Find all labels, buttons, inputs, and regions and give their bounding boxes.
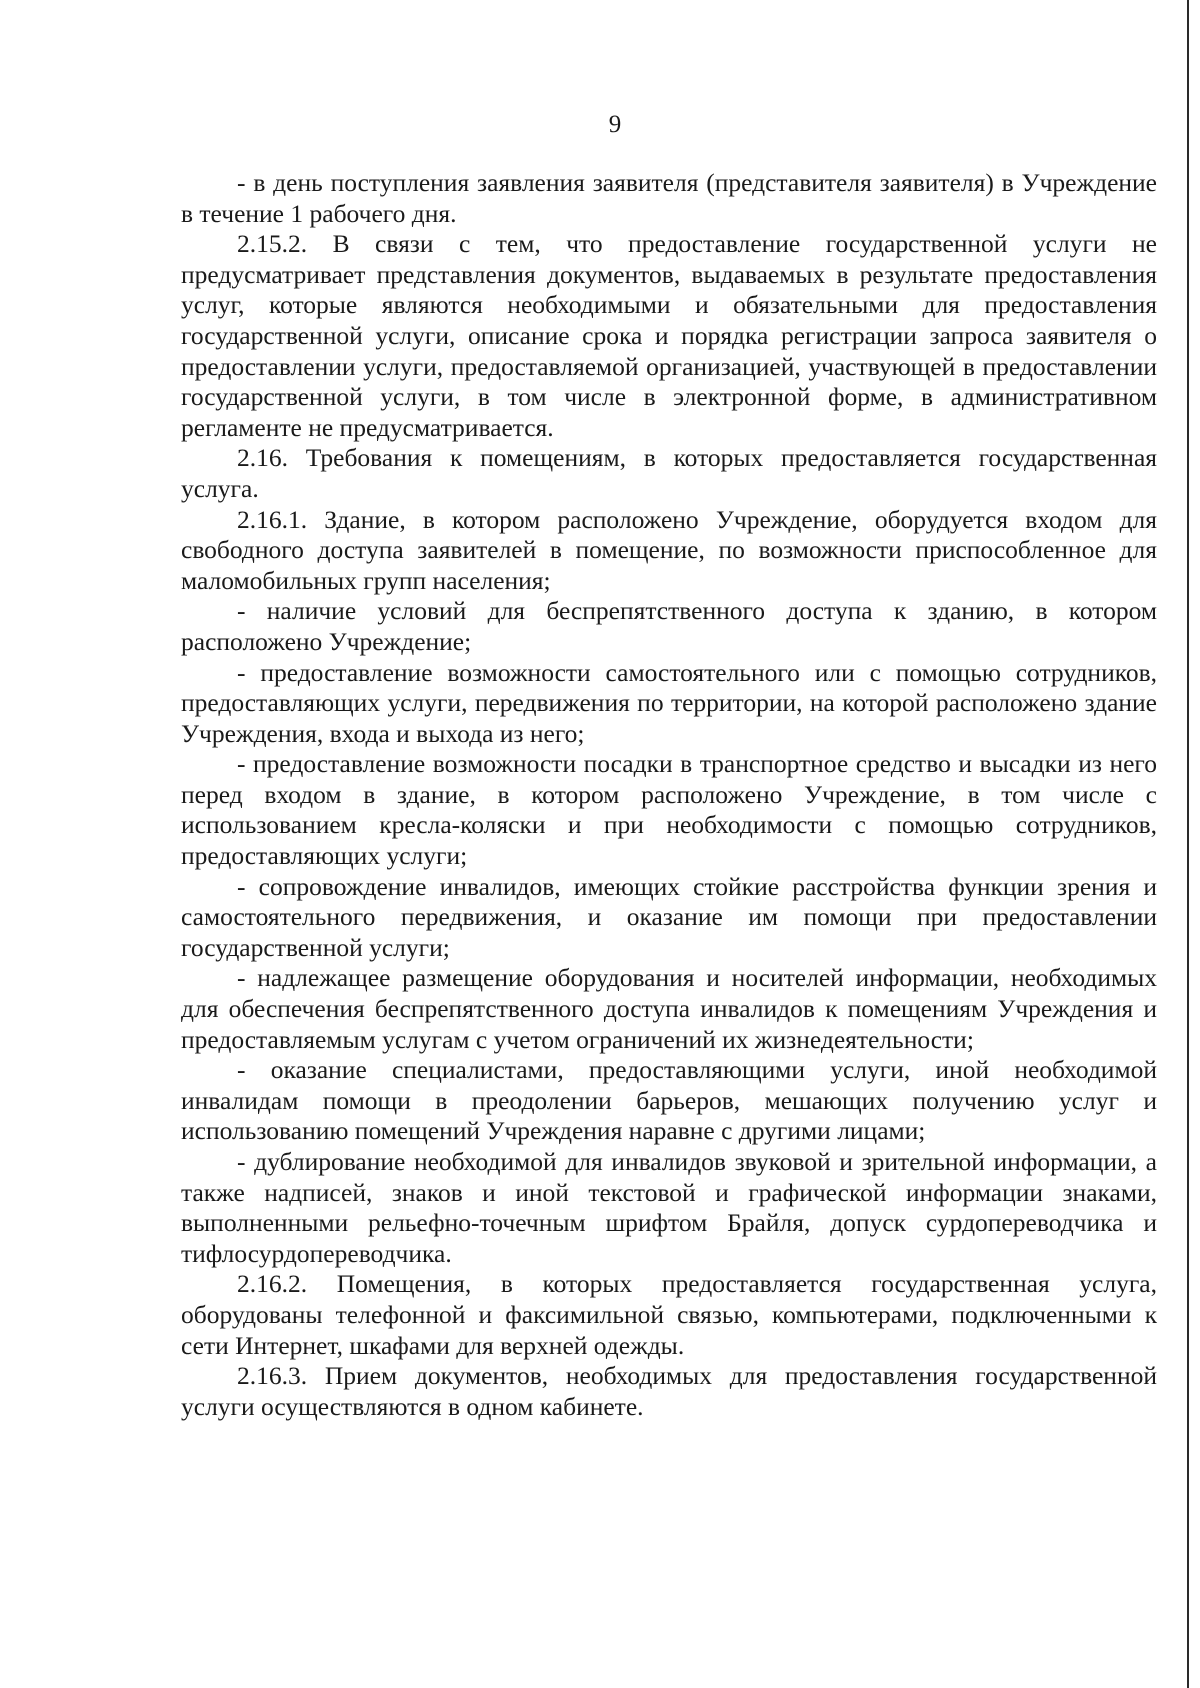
scan-edge-line [1187, 0, 1189, 1688]
list-item-assistance: - оказание специалистами, предоставляющими услуги, иной необходимой инвалидам помощи в преодолении барьеров, мешающих получению услуг и использованию помещений Учреждения наравне с другими лицами; [181, 1055, 1157, 1146]
paragraph-2-16: 2.16. Требования к помещениям, в которых предоставляется государственная услуга. [181, 443, 1157, 503]
document-body [181, 168, 1157, 1422]
paragraph-2-16-2: 2.16.2. Помещения, в которых предоставляется государственная услуга, оборудованы телефонной и факсимильной связью, компьютерами, подключенными к сети Интернет, шкафами для верхней одежды. [181, 1269, 1157, 1360]
list-item-transport: - предоставление возможности посадки в транспортное средство и высадки из него перед входом в здание, в котором расположено Учреждение, в том числе с использованием кресла-коляски и при необходимости с помощью сотрудников, предоставляющих услуги; [181, 749, 1157, 871]
list-item-equipment: - надлежащее размещение оборудования и носителей информации, необходимых для обеспечения беспрепятственного доступа инвалидов к помещениям Учреждения и предоставляемым услугам с учетом ограничений их жизнедеятельности; [181, 963, 1157, 1054]
list-item-braille: - дублирование необходимой для инвалидов звуковой и зрительной информации, а также надписей, знаков и иной текстовой и графической информации знаками, выполненными рельефно-точечным шрифтом Брайля, допуск сурдопереводчика и тифлосурдопереводчика. [181, 1147, 1157, 1268]
list-item-escort: - сопровождение инвалидов, имеющих стойкие расстройства функции зрения и самостоятельного передвижения, и оказание им помощи при предоставлении государственной услуги; [181, 871, 1157, 962]
paragraph-2-15-2: 2.15.2. В связи с тем, что предоставление государственной услуги не предусматривает представления документов, выдаваемых в результате предоставления услуг, которые являются необходимыми и обязательными для предоставления государственной услуги, описание срока и порядка регистрации запроса заявителя о предоставлении услуги, предоставляемой организацией, участвующей в предоставлении государственной услуги, в том числе в электронной форме, в административном регламенте не предусматривается. [181, 229, 1157, 442]
page-number: 9 [608, 111, 622, 138]
list-item-movement: - предоставление возможности самостоятельного или с помощью сотрудников, предоставляющих услуги, передвижения по территории, на которой расположено здание Учреждения, входа и выхода из него; [181, 657, 1157, 748]
paragraph-2-16-1: 2.16.1. Здание, в котором расположено Учреждение, оборудуется входом для свободного доступа заявителей в помещение, по возможности приспособленное для маломобильных групп населения; [181, 504, 1157, 595]
list-item-access-conditions: - наличие условий для беспрепятственного доступа к зданию, в котором расположено Учреждение; [181, 596, 1157, 656]
paragraph-application-day: - в день поступления заявления заявителя (представителя заявителя) в Учреждение в течение 1 рабочего дня. [181, 168, 1157, 228]
paragraph-2-16-3: 2.16.3. Прием документов, необходимых для предоставления государственной услуги осуществляются в одном кабинете. [181, 1361, 1157, 1421]
